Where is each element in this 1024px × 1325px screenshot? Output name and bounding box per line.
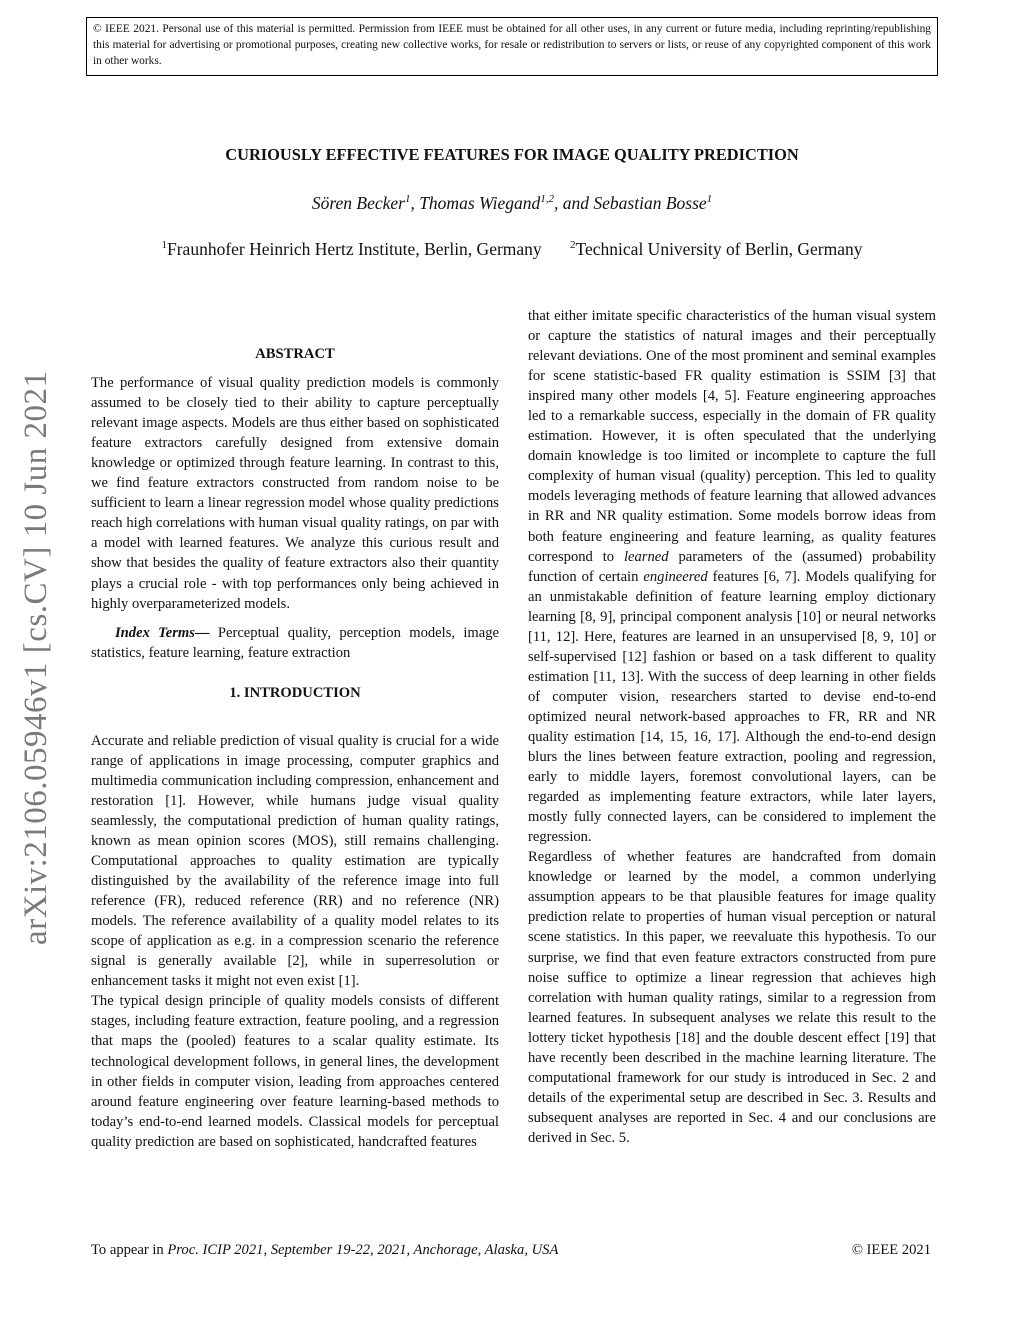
author-list bbox=[0, 193, 1024, 214]
affiliation-mark: 2 bbox=[570, 239, 576, 251]
author-separator: , bbox=[410, 193, 420, 213]
index-terms bbox=[91, 623, 499, 663]
affiliations bbox=[0, 239, 1024, 260]
intro-paragraph-3-part: parameters of the (assumed) probability function of certain bbox=[528, 548, 936, 585]
introduction-heading: 1. INTRODUCTION bbox=[229, 684, 361, 701]
author-affiliation-mark: 1,2 bbox=[540, 193, 555, 205]
footer-copyright: © IEEE 2021 bbox=[851, 1242, 931, 1258]
left-column bbox=[91, 344, 499, 1152]
abstract-heading: ABSTRACT bbox=[255, 346, 335, 362]
author-separator: , and bbox=[554, 193, 594, 213]
intro-paragraph-4: Regardless of whether features are handcrafted from domain knowledge or learned by the model, a common underlying assumption appears to be that plausible features for image quality prediction relate to properties of human visual perception or natural scene statistics. In this paper, we reevaluate this hypothesis. To our surprise, we find that even feature extractors constructed from pure noise suffice to optimize a linear regression that achieves high correlation with human quality ratings, similar to a regression from learned features. In subsequent analyses we relate this result to the lottery ticket hypothesis [18] and the double descent effect [19] that have recently been described in the machine learning literature. The computational framework for our study is introduced in Sec. 2 and details of the experimental setup are described in Sec. 3. Results and subsequent analyses are reported in Sec. 4 and our conclusions are derived in Sec. 5. bbox=[528, 849, 936, 1146]
intro-paragraph-1: Accurate and reliable prediction of visual quality is crucial for a wide range of applications in image processing, computer graphics and multimedia communication including compression, enhancement and restoration [1]. However, while humans judge visual quality seamlessly, the computational prediction of human quality ratings, known as mean opinion scores (MOS), still remains challenging. Computational approaches to quality estimation are typically distinguished by the availability of the reference image into full reference (FR), reduced reference (RR) and no reference (NR) models. The reference availability of a quality model relates to its scope of application as e.g. in a compression scenario the reference signal is generally available [2], while in superresolution or enhancement tasks it might not even exist [1]. bbox=[91, 732, 499, 990]
emphasis-learned: learned bbox=[623, 548, 669, 565]
intro-paragraph-3-part: that either imitate specific characteristics of the human visual system or capture the statistics of natural images and their perceptually relevant deviations. One of the most prominent and seminal examples for scene statistic-based FR quality estimation is SSIM [3] that inspired many other models [4, 5]. Feature engineering approaches led to a remarkable success, especially in the domain of FR quality estimation. However, it is often speculated that the underlying domain knowledge is too limited or incomplete to capture the full complexity of human visual (quality) perception. This led to quality models leveraging methods of feature learning that allowed advances in RR and NR quality estimation. Some models borrow ideas from both feature engineering and feature learning, as quality features correspond to bbox=[528, 308, 936, 565]
paper-title: CURIOUSLY EFFECTIVE FEATURES FOR IMAGE QUALITY PREDICTION bbox=[225, 145, 799, 164]
author-name: Sebastian Bosse bbox=[593, 193, 707, 213]
arxiv-identifier: arXiv:2106.05946v1 [cs.CV] 10 Jun 2021 bbox=[18, 370, 54, 945]
intro-paragraph-3-part: features [6, 7]. Models qualifying for an unmistakable definition of feature learning employ dictionary learning [8, 9], principal component analysis [10] or neural networks [11, 12]. Here, features are learned in an unsupervised [8, 9, 10] or self-supervised [12] fashion or based on a task different to quality estimation [11, 13]. With the success of deep learning in other fields of computer vision, researchers started to devise end-to-end optimized neural network-based approaches to FR, RR and NR quality estimation [14, 15, 16, 17]. Although the end-to-end design blurs the lines between feature extraction, pooling and regression, early to middle layers, foremost convolutional layers, can be regarded as implementing feature extractors, while later layers, mostly fully connected layers, can be considered to implement the regression. bbox=[528, 568, 937, 846]
author-name: Sören Becker bbox=[311, 193, 405, 213]
emphasis-engineered: engineered bbox=[643, 568, 708, 585]
author-affiliation-mark: 1 bbox=[404, 193, 411, 205]
author-name: Thomas Wiegand bbox=[419, 193, 541, 213]
index-terms-text: Perceptual quality, perception models, image statistics, feature learning, feature extraction bbox=[91, 624, 499, 661]
index-terms-label: Index Terms— bbox=[115, 624, 210, 641]
copyright-notice: © IEEE 2021. Personal use of this material is permitted. Permission from IEEE must be obtained for all other uses, in any current or future media, including reprinting/republishing this material for advertising or promotional purposes, creating new collective works, for resale or redistribution to servers or lists, or reuse of any copyrighted component of this work in other works. bbox=[86, 17, 938, 76]
footer-venue bbox=[91, 1242, 558, 1259]
footer-venue-name: Proc. ICIP 2021, September 19-22, 2021, Anchorage, Alaska, USA bbox=[167, 1242, 559, 1258]
affiliation-text: Fraunhofer Heinrich Hertz Institute, Berlin, Germany bbox=[167, 239, 542, 259]
abstract-text: The performance of visual quality prediction models is commonly assumed to be closely tied to their ability to capture perceptually relevant image aspects. Models are thus either based on sophisticated feature extractors carefully designed from extensive domain knowledge or optimized through feature learning. In contrast to this, we find feature extractors constructed from random noise to be sufficient to learn a linear regression model whose quality predictions reach high correlations with human visual quality ratings, on par with a model with learned features. We analyze this curious result and show that besides the quality of feature extractors also their quantity plays a crucial role - with top performances only being achieved in highly overparameterized models. bbox=[91, 375, 499, 612]
intro-paragraph-3 bbox=[528, 306, 936, 847]
right-column bbox=[528, 306, 936, 1148]
affiliation-2 bbox=[570, 239, 862, 260]
affiliation-text: Technical University of Berlin, Germany bbox=[575, 239, 863, 259]
footer-prefix: To appear in bbox=[91, 1242, 168, 1258]
author-affiliation-mark: 1 bbox=[706, 193, 713, 205]
affiliation-mark: 1 bbox=[161, 239, 167, 251]
affiliation-1 bbox=[162, 239, 542, 260]
intro-paragraph-2: The typical design principle of quality models consists of different stages, including feature extraction, feature pooling, and a regression that maps the (pooled) features to a scalar quality estimate. Its technological development follows, in general lines, the development in other fields in computer vision, leading from approaches centered around feature engineering over feature learning-based methods to today’s end-to-end learned models. Classical models for perceptual quality prediction are based on sophisticated, handcrafted features bbox=[91, 993, 499, 1150]
